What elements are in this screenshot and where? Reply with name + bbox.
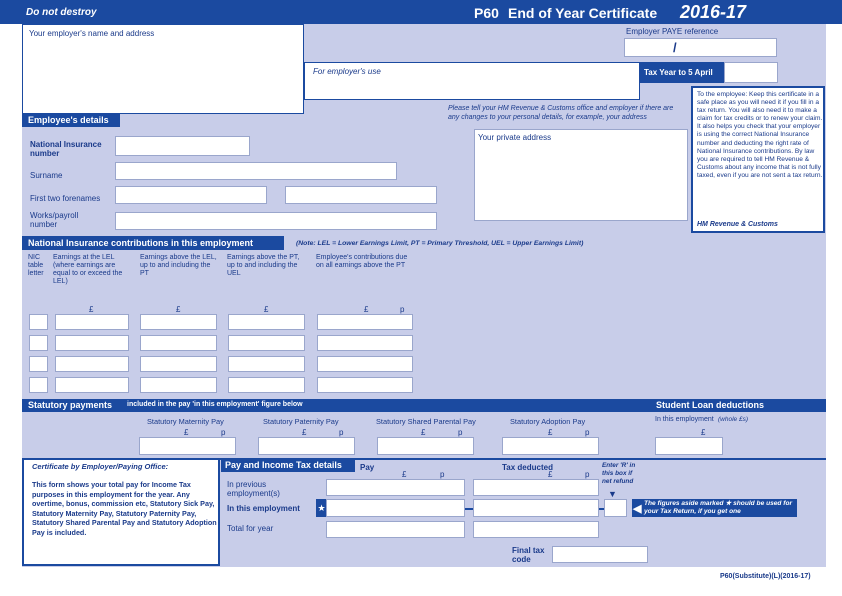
dash-separator bbox=[465, 508, 473, 510]
this-employment-tax-field[interactable] bbox=[473, 499, 599, 517]
nic-col-lel-pt: Earnings above the LEL, up to and including the PT bbox=[140, 254, 217, 277]
pay-tax-header bbox=[221, 459, 355, 472]
this-employment-pay-field[interactable] bbox=[326, 499, 465, 517]
nic-letter-field[interactable] bbox=[29, 314, 48, 330]
nic-pt-uel-field[interactable] bbox=[228, 356, 305, 372]
nic-contrib-field[interactable] bbox=[317, 356, 413, 372]
nic-col-letter: NIC table letter bbox=[28, 254, 44, 277]
private-address-field[interactable] bbox=[474, 129, 688, 221]
pound-symbol: £ bbox=[548, 470, 553, 479]
certificate-body: This form shows your total pay for Income Tax purposes in this employment for the year. Any overtime, bonus, commission etc, Statutory Sick Pay, Statutory Maternity Pay, Statutory Paternity Pay, Statutory Shared Parental Pay and Statutory Adoption Pay is included. bbox=[32, 480, 217, 537]
nic-letter-field[interactable] bbox=[29, 377, 48, 393]
employer-name-address-field[interactable] bbox=[22, 24, 304, 114]
surname-field[interactable] bbox=[115, 162, 397, 180]
adoption-pay-label: Statutory Adoption Pay bbox=[510, 417, 586, 426]
nic-contrib-field[interactable] bbox=[317, 377, 413, 393]
nic-lel-field[interactable] bbox=[55, 377, 129, 393]
form-code: P60 bbox=[474, 5, 499, 21]
shared-parental-pay-field[interactable] bbox=[377, 437, 474, 455]
payroll-number-label: Works/payroll number bbox=[30, 211, 79, 229]
form-title: End of Year Certificate bbox=[508, 5, 658, 21]
star-icon: ★ bbox=[316, 499, 327, 517]
forename-2-field[interactable] bbox=[285, 186, 437, 204]
paye-reference-separator: / bbox=[673, 40, 677, 55]
nic-pt-uel-field[interactable] bbox=[228, 335, 305, 351]
nic-pt-uel-field[interactable] bbox=[228, 377, 305, 393]
maternity-pay-label: Statutory Maternity Pay bbox=[147, 417, 224, 426]
nic-lel-pt-field[interactable] bbox=[140, 377, 217, 393]
nic-lel-pt-field[interactable] bbox=[140, 314, 217, 330]
form-reference: P60(Substitute)(L)(2016-17) bbox=[720, 573, 811, 580]
private-address-label: Your private address bbox=[478, 133, 552, 142]
pay-column-label: Pay bbox=[360, 463, 375, 472]
tax-year-box bbox=[640, 62, 724, 83]
total-pay-field[interactable] bbox=[326, 521, 465, 538]
nic-letter-field[interactable] bbox=[29, 335, 48, 351]
paye-reference-field[interactable] bbox=[624, 38, 777, 57]
paternity-pay-field[interactable] bbox=[258, 437, 355, 455]
nic-lel-field[interactable] bbox=[55, 314, 129, 330]
ni-number-label: National Insurance number bbox=[30, 140, 102, 158]
pound-symbol: £ bbox=[402, 470, 407, 479]
nic-col-lel: Earnings at the LEL (where earnings are equal to or exceed the LEL) bbox=[53, 254, 123, 285]
student-loan-label-note: (whole £s) bbox=[718, 416, 748, 423]
statutory-payments-subtitle: included in the pay 'in this employment' figure below bbox=[127, 401, 303, 408]
pay-tax-title: Pay and Income Tax details bbox=[225, 460, 342, 470]
nic-lel-pt-field[interactable] bbox=[140, 335, 217, 351]
nic-header bbox=[22, 236, 284, 250]
tax-deducted-column-label: Tax deducted bbox=[502, 463, 553, 472]
total-tax-field[interactable] bbox=[473, 521, 599, 538]
tax-year-label: Tax Year to 5 April bbox=[644, 68, 713, 77]
student-loan-title: Student Loan deductions bbox=[656, 400, 764, 410]
final-tax-code-label: Final tax code bbox=[512, 546, 545, 564]
nic-note: (Note: LEL = Lower Earnings Limit, PT = Primary Threshold, UEL = Upper Earnings Limit) bbox=[296, 240, 584, 247]
hmrc-change-note: Please tell your HM Revenue & Customs office and employer if there are any changes to your personal details, for example, your address bbox=[448, 105, 674, 121]
employee-notice-signoff: HM Revenue & Customs bbox=[697, 221, 778, 228]
total-year-label: Total for year bbox=[227, 524, 274, 533]
pound-symbol: £ bbox=[89, 305, 94, 314]
pence-symbol: p bbox=[440, 470, 445, 479]
student-loan-header bbox=[650, 399, 826, 412]
surname-label: Surname bbox=[30, 171, 63, 180]
nic-lel-field[interactable] bbox=[55, 356, 129, 372]
nic-title: National Insurance contributions in this employment bbox=[28, 238, 254, 248]
do-not-destroy-label: Do not destroy bbox=[26, 7, 97, 18]
employer-use-field[interactable] bbox=[304, 62, 640, 100]
arrow-down-icon: ▼ bbox=[608, 489, 617, 499]
statutory-payments-title: Statutory payments bbox=[28, 400, 113, 410]
forenames-label: First two forenames bbox=[30, 194, 101, 203]
nic-col-pt-uel: Earnings above the PT, up to and including the UEL bbox=[227, 254, 300, 277]
shared-parental-pay-label: Statutory Shared Parental Pay bbox=[376, 417, 476, 426]
nic-pt-uel-field[interactable] bbox=[228, 314, 305, 330]
nic-letter-field[interactable] bbox=[29, 356, 48, 372]
previous-tax-field[interactable] bbox=[473, 479, 599, 496]
previous-pay-field[interactable] bbox=[326, 479, 465, 496]
pence-symbol: p bbox=[458, 428, 463, 437]
refund-note: Enter 'R' in this box if net refund bbox=[602, 462, 636, 485]
employee-notice-box bbox=[691, 86, 825, 233]
pence-symbol: p bbox=[400, 305, 405, 314]
nic-lel-field[interactable] bbox=[55, 335, 129, 351]
ni-number-field[interactable] bbox=[115, 136, 250, 156]
employer-use-label: For employer's use bbox=[313, 67, 381, 76]
paternity-pay-label: Statutory Paternity Pay bbox=[263, 417, 339, 426]
pound-symbol: £ bbox=[421, 428, 426, 437]
this-employment-label: In this employment bbox=[227, 504, 300, 513]
pound-symbol: £ bbox=[548, 428, 553, 437]
arrow-left-icon: ◀ bbox=[633, 503, 642, 515]
nic-lel-pt-field[interactable] bbox=[140, 356, 217, 372]
statutory-payments-header bbox=[22, 399, 650, 412]
refund-indicator-field[interactable] bbox=[604, 499, 627, 517]
paye-reference-label: Employer PAYE reference bbox=[626, 27, 719, 36]
pence-symbol: p bbox=[221, 428, 226, 437]
pound-symbol: £ bbox=[302, 428, 307, 437]
previous-employment-label: In previous employment(s) bbox=[227, 480, 280, 498]
nic-contrib-field[interactable] bbox=[317, 335, 413, 351]
maternity-pay-field[interactable] bbox=[139, 437, 236, 455]
star-note-text: The figures aside marked ★ should be used for your Tax Return, if you get one bbox=[644, 500, 793, 515]
forename-1-field[interactable] bbox=[115, 186, 267, 204]
employer-name-address-label: Your employer's name and address bbox=[29, 29, 155, 38]
nic-contrib-field[interactable] bbox=[317, 314, 413, 330]
pence-symbol: p bbox=[339, 428, 344, 437]
pound-symbol: £ bbox=[176, 305, 181, 314]
employee-details-title: Employee's details bbox=[28, 115, 109, 125]
employee-notice-text: To the employee: Keep this certificate in a safe place as you will need it if you fill in a tax return. You will also need it to make a claim for tax credits or to renew your claim. It also helps you check that your employer is using the correct National Insurance number and deducting the right rate of National Insurance contributions. By law you are required to tell HM Revenue & Customs about any income that is not fully taxed, even if you are not sent a tax return. bbox=[697, 91, 823, 179]
adoption-pay-field[interactable] bbox=[502, 437, 599, 455]
employer-certificate-box bbox=[22, 458, 220, 566]
final-tax-code-field[interactable] bbox=[552, 546, 648, 563]
header-bar bbox=[0, 0, 842, 24]
tax-year-field[interactable] bbox=[724, 62, 778, 83]
student-loan-label: In this employment bbox=[655, 416, 714, 423]
student-loan-field[interactable] bbox=[655, 437, 723, 455]
payroll-number-field[interactable] bbox=[115, 212, 437, 230]
pence-symbol: p bbox=[585, 470, 590, 479]
certificate-title: Certificate by Employer/Paying Office: bbox=[32, 462, 169, 471]
pound-symbol: £ bbox=[184, 428, 189, 437]
star-note-box bbox=[632, 499, 797, 517]
pound-symbol: £ bbox=[264, 305, 269, 314]
nic-col-contributions: Employee's contributions due on all earnings above the PT bbox=[316, 254, 408, 269]
tax-year-title: 2016-17 bbox=[680, 2, 747, 22]
pound-symbol: £ bbox=[701, 428, 706, 437]
employee-details-header bbox=[22, 113, 120, 127]
pound-symbol: £ bbox=[364, 305, 369, 314]
pence-symbol: p bbox=[585, 428, 590, 437]
